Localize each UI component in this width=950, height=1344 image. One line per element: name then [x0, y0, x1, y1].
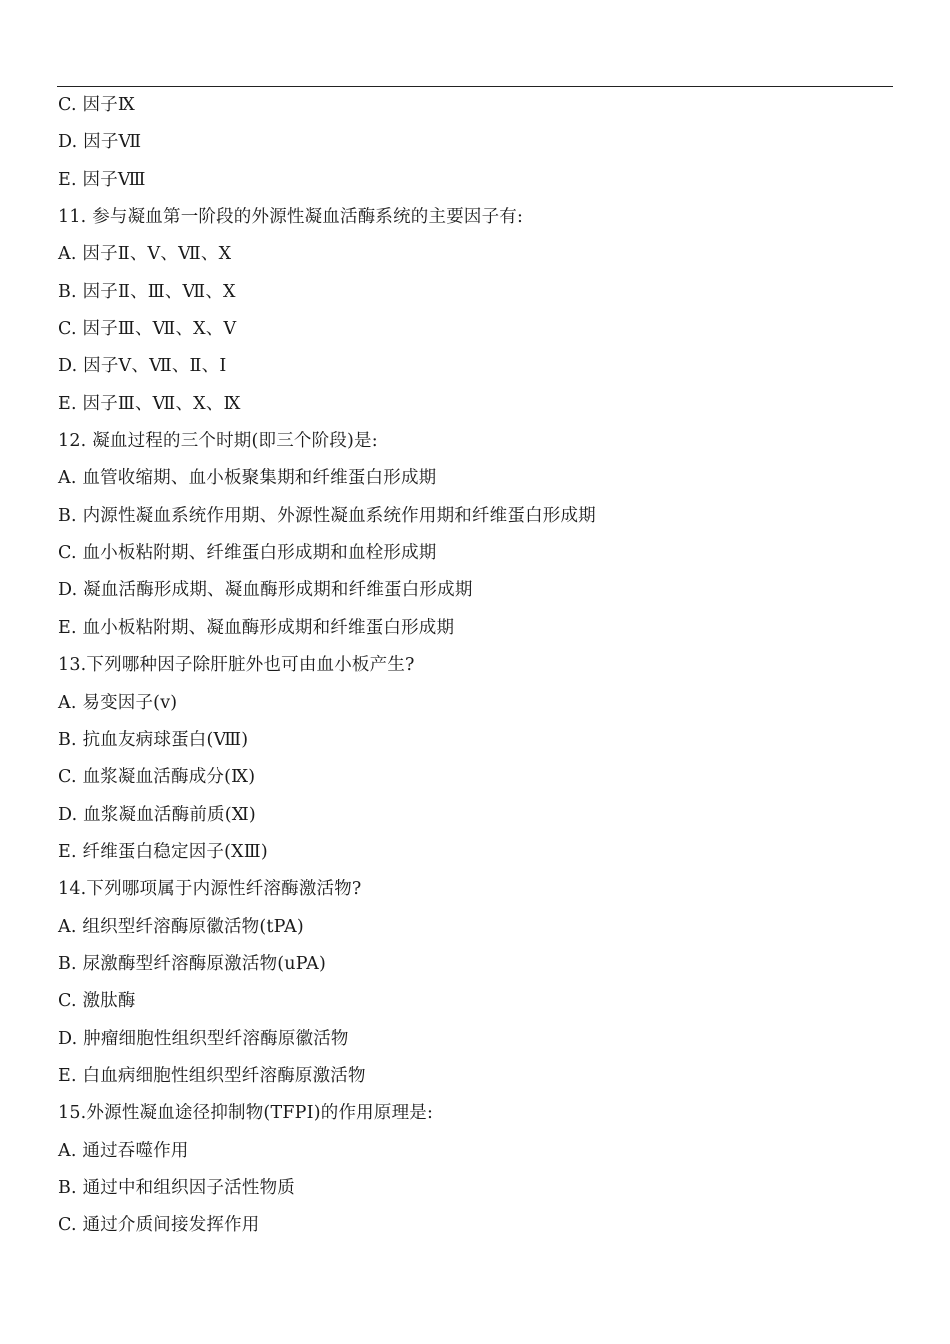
option-line: E. 因子Ⅲ、Ⅶ、Ⅹ、Ⅸ: [58, 393, 241, 414]
question-line: 15.外源性凝血途径抑制物(TFPI)的作用原理是:: [58, 1103, 434, 1124]
option-line: B. 内源性凝血系统作用期、外源性凝血系统作用期和纤维蛋白形成期: [58, 505, 596, 526]
option-line: C. 通过介质间接发挥作用: [58, 1215, 260, 1236]
option-line: B. 抗血友病球蛋白(Ⅷ): [58, 729, 249, 750]
option-line: D. 因子Ⅴ、Ⅶ、Ⅱ、Ⅰ: [58, 356, 227, 377]
option-line: C. 因子Ⅸ: [58, 95, 135, 115]
option-line: D. 因子Ⅶ: [58, 132, 142, 153]
option-line: D. 肿瘤细胞性组织型纤溶酶原徽活物: [58, 1028, 349, 1049]
question-list: [58, 90, 894, 1248]
question-line: 14.下列哪项属于内源性纤溶酶激活物?: [58, 879, 362, 900]
option-line: C. 血浆凝血活酶成分(Ⅸ): [58, 767, 256, 788]
option-line: E. 纤维蛋白稳定因子(ⅩⅢ): [58, 841, 268, 862]
option-line: D. 凝血活酶形成期、凝血酶形成期和纤维蛋白形成期: [58, 580, 473, 601]
option-line: A. 易变因子(v): [58, 692, 178, 713]
header-rule: [57, 86, 893, 87]
option-line: E. 白血病细胞性组织型纤溶酶原激活物: [58, 1065, 366, 1086]
question-line: 11. 参与凝血第一阶段的外源性凝血活酶系统的主要因子有:: [58, 207, 524, 228]
option-line: B. 因子Ⅱ、Ⅲ、Ⅶ、Ⅹ: [58, 281, 236, 302]
option-line: E. 因子Ⅷ: [58, 169, 146, 190]
option-line: C. 血小板粘附期、纤维蛋白形成期和血栓形成期: [58, 543, 437, 564]
option-line: A. 组织型纤溶酶原徽活物(tPA): [58, 916, 304, 937]
option-line: C. 因子Ⅲ、Ⅶ、Ⅹ、Ⅴ: [58, 319, 237, 340]
option-line: B. 通过中和组织因子活性物质: [58, 1177, 295, 1198]
option-line: D. 血浆凝血活酶前质(Ⅺ): [58, 804, 256, 825]
question-line: 13.下列哪种因子除肝脏外也可由血小板产生?: [58, 655, 415, 676]
option-line: A. 血管收缩期、血小板聚集期和纤维蛋白形成期: [58, 468, 437, 489]
question-line: 12. 凝血过程的三个时期(即三个阶段)是:: [58, 431, 378, 452]
option-line: C. 激肽酶: [58, 991, 136, 1012]
option-line: A. 通过吞噬作用: [58, 1140, 189, 1161]
option-line: B. 尿激酶型纤溶酶原激活物(uPA): [58, 953, 327, 974]
option-line: A. 因子Ⅱ、Ⅴ、Ⅶ、Ⅹ: [58, 244, 232, 265]
option-line: E. 血小板粘附期、凝血酶形成期和纤维蛋白形成期: [58, 617, 455, 638]
